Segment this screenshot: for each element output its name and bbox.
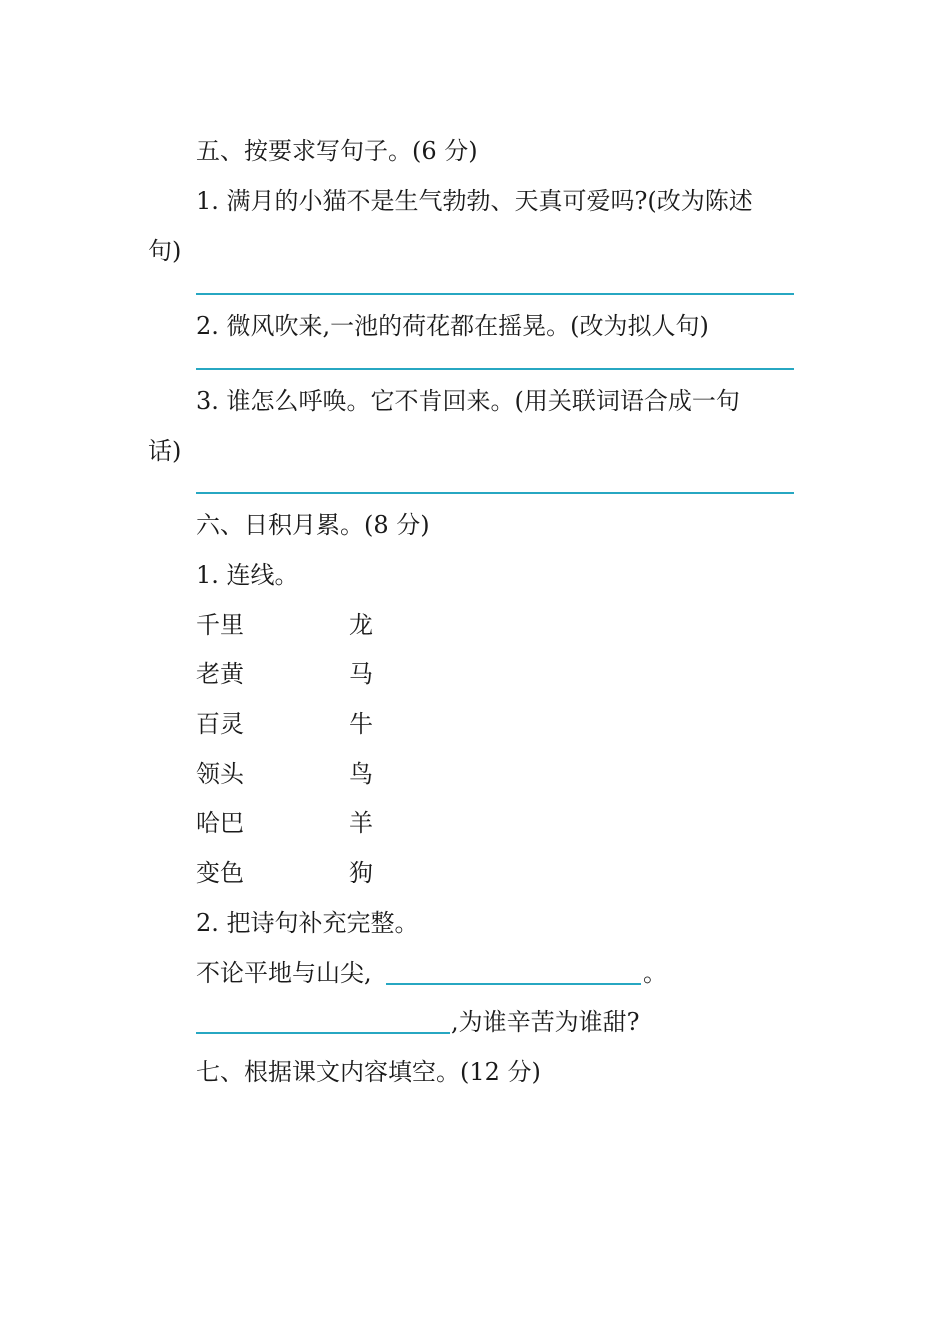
match-left-item[interactable]: 老黄 xyxy=(196,660,244,688)
match-right-item[interactable]: 狗 xyxy=(349,859,373,887)
match-left-item[interactable]: 百灵 xyxy=(196,710,244,738)
poem-line1-suffix: 。 xyxy=(643,959,667,987)
section6-q1-title: 1. 连线。 xyxy=(196,561,299,589)
q1-answer-line[interactable] xyxy=(196,293,794,295)
q2-answer-line[interactable] xyxy=(196,368,794,370)
section5-q3-line1: 3. 谁怎么呼唤。它不肯回来。(用关联词语合成一句 xyxy=(196,387,740,415)
section5-q2: 2. 微风吹来,一池的荷花都在摇晃。(改为拟人句) xyxy=(196,312,709,340)
match-left-item[interactable]: 变色 xyxy=(196,859,244,887)
section7-heading: 七、根据课文内容填空。(12 分) xyxy=(196,1058,541,1086)
section5-q1-line1: 1. 满月的小猫不是生气勃勃、天真可爱吗?(改为陈述 xyxy=(196,187,753,215)
match-left-item[interactable]: 千里 xyxy=(196,611,244,639)
poem-line1-prefix: 不论平地与山尖, xyxy=(196,959,372,987)
section5-q3-line2: 话) xyxy=(148,437,182,465)
section6-q2-title: 2. 把诗句补充完整。 xyxy=(196,909,419,937)
poem-blank-1[interactable] xyxy=(386,983,641,985)
match-left-item[interactable]: 哈巴 xyxy=(196,809,244,837)
match-right-item[interactable]: 龙 xyxy=(349,611,373,639)
section5-q1-line2: 句) xyxy=(148,237,182,265)
q3-answer-line[interactable] xyxy=(196,492,794,494)
poem-blank-2[interactable] xyxy=(196,1032,450,1034)
match-right-item[interactable]: 鸟 xyxy=(349,760,373,788)
match-right-item[interactable]: 牛 xyxy=(349,710,373,738)
poem-line2-suffix: ,为谁辛苦为谁甜? xyxy=(451,1008,640,1036)
match-left-item[interactable]: 领头 xyxy=(196,760,244,788)
match-right-item[interactable]: 马 xyxy=(349,660,373,688)
match-right-item[interactable]: 羊 xyxy=(349,809,373,837)
section5-heading: 五、按要求写句子。(6 分) xyxy=(196,137,478,165)
section6-heading: 六、日积月累。(8 分) xyxy=(196,511,430,539)
